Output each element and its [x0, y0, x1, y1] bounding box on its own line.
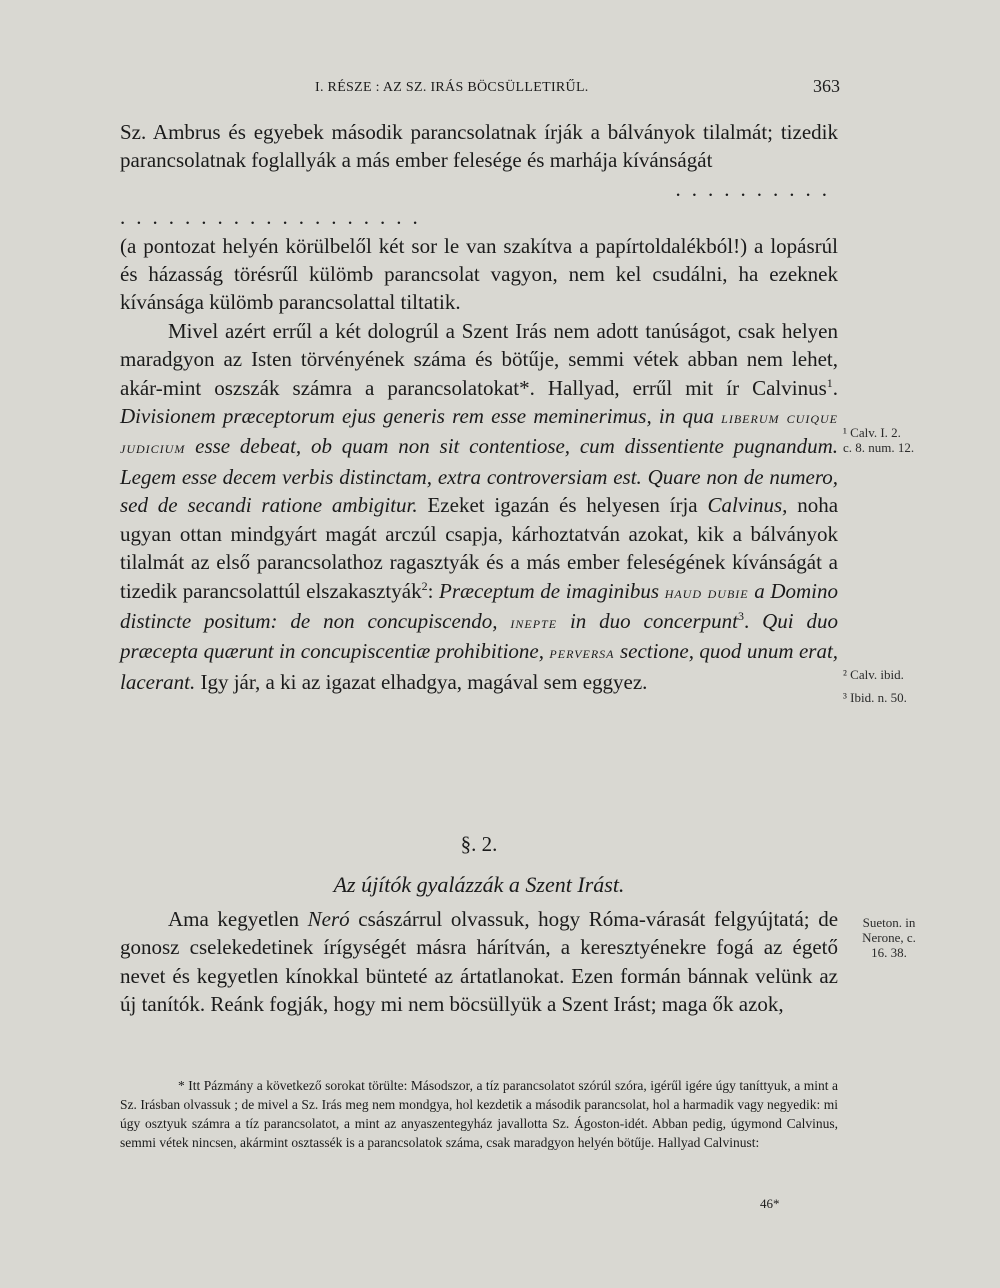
- section-title: Az újítók gyalázzák a Szent Irást.: [333, 872, 625, 897]
- latin-quote: esse debeat, ob quam non sit contentiose, cum dissentiente pugnandum. Legem esse decem verbis distinctam, extra controversiam est. Quare non de numero, sed de secandi ratione ambigitur.: [120, 434, 839, 518]
- paragraph-3-text: . Hallyad, errűl mit ír Calvinus: [529, 375, 827, 400]
- margin-note-3: [846, 915, 932, 960]
- margin-note-line: ¹ Calv. I. 2.: [843, 425, 901, 440]
- running-head: I. RÉSZE : AZ SZ. IRÁS BÖCSÜLLETIRŰL.: [315, 80, 589, 95]
- margin-note-line: Sueton. in: [862, 915, 916, 930]
- main-text: [120, 118, 838, 696]
- latin-quote: Divisionem præceptorum ejus generis rem esse meminerimus, in qua: [120, 404, 714, 429]
- ellipsis-row-1: ..........: [675, 176, 838, 201]
- ellipsis-row-2: ...................: [120, 205, 429, 230]
- paragraph-4: [120, 905, 838, 1019]
- latin-quote-smallcaps: liberum cuique judicium: [120, 408, 839, 458]
- paragraph-3-text: :: [427, 578, 434, 603]
- footnote-marker: *: [519, 375, 530, 400]
- footnote-text: * Itt Pázmány a következő sorokat törülte: Másodszor, a tíz parancsolatot szórúl szóra, igérűl igére úgy taníttyuk, a mint a Sz. Irásban olvassuk ; de mivel a Sz. Irás meg nem mondgya, hol kezdetik a második parancsolat, hol a harmadik vagy negyedik: mi úgy osztyuk számra a tíz parancsolatot, a mint az anyaszentegyház javallotta Sz. Ágoston-idét. Abban pedig, úgymond Calvinus, semmi vétek nincsen, akármint osztassék is a parancsolatok száma, csak maradgyon helyén bötűje. Hallyad Calvinust:: [120, 1078, 838, 1150]
- margin-note-line: 16. 38.: [871, 945, 907, 960]
- author-name: Calvinus,: [707, 493, 788, 518]
- footnote: [120, 1076, 838, 1152]
- paragraph-1-text: Sz. Ambrus és egyebek második parancsolatnak írják a bálványok tilalmát; tizedik parancsolatnak foglallyák a más ember felesége és marhája kívánságát: [120, 120, 838, 173]
- margin-note-2: [843, 667, 907, 705]
- paragraph-3-text: Ezeket igazán és helyesen írja: [427, 493, 698, 518]
- paragraph-3-text: Igy jár, a ki az igazat elhadgya, magával sem eggyez.: [200, 669, 648, 694]
- page-number: 363: [813, 76, 840, 96]
- section-number: §. 2.: [460, 832, 498, 856]
- margin-note-line: Nerone, c.: [862, 930, 916, 945]
- page-header: [120, 76, 840, 100]
- paragraph-1: [120, 118, 838, 175]
- note-reference-3: 3: [738, 608, 744, 623]
- signature-mark: 46*: [760, 1196, 780, 1211]
- latin-quote: Qui duo præcepta quærunt in concupiscentiæ prohibitione,: [120, 608, 838, 664]
- person-name: Neró: [307, 907, 350, 931]
- latin-quote: Præceptum de imaginibus: [439, 578, 660, 603]
- margin-note-line: c. 8. num. 12.: [843, 440, 915, 455]
- paragraph-3-text: .: [744, 608, 750, 633]
- latin-quote-smallcaps: haud dubie: [664, 582, 749, 602]
- latin-quote-smallcaps: perversa: [549, 643, 615, 663]
- paragraph-3-text: Mivel azért errűl a két dologrúl a Szent Irás nem adott tanúságot, csak helyen maradgyon az Isten törvényének száma és bötűje, semmi vétek abban nem lehet, akár-mint oszszák számra a parancsolatokat: [120, 318, 838, 400]
- latin-quote-smallcaps: inepte: [510, 612, 558, 632]
- paragraph-2-text: (a pontozat helyén körülbelől két sor le van szakítva a papírtoldalékból!) a lopásrúl és házasság törésrűl külömb parancsolat vagyon, nem kel csudálni, ha ezeknek kívánsága külömb parancsolattal tiltatik.: [120, 233, 838, 315]
- paragraph-4-text: Ama kegyetlen: [168, 907, 300, 931]
- margin-note-1: [843, 425, 914, 455]
- margin-note-line: ³ Ibid. n. 50.: [843, 690, 907, 705]
- paragraph-2: [120, 232, 838, 317]
- note-reference-2: 2: [421, 578, 428, 593]
- paragraph-3: [120, 317, 838, 696]
- paragraph-3-text: .: [832, 375, 839, 400]
- paragraph-3-text: noha ugyan ottan mindgyárt magát arczúl csapja, kárhoztatván azokat, kik a bálványok tilalmát az első parancsolathoz ragasztyák és a más ember feleségének kívánságát a tizedik parancsolattúl elszakasztyák: [120, 493, 839, 603]
- latin-quote: in duo concerpunt: [569, 608, 738, 633]
- latin-quote: sectione, quod unum erat, lacerant.: [120, 639, 839, 694]
- main-text-2: [120, 905, 838, 1019]
- note-reference-1: 1: [826, 375, 833, 390]
- latin-quote: a Domino distincte positum: de non concupiscendo,: [120, 578, 839, 633]
- paragraph-4-text: császárrul olvassuk, hogy Róma-várasát felgyújtatá; de gonosz cselekedetinek írígységét másra hárítván, a keresztyénekre fogá az égető nevet és kegyetlen kínokkal bünteté az ártatlanokat. Ezen formán bánnak velünk az új tanítók. Reánk fogják, hogy mi nem böcsüllyük a Szent Irást; maga ők azok,: [120, 907, 839, 1017]
- margin-note-line: ² Calv. ibid.: [843, 667, 904, 682]
